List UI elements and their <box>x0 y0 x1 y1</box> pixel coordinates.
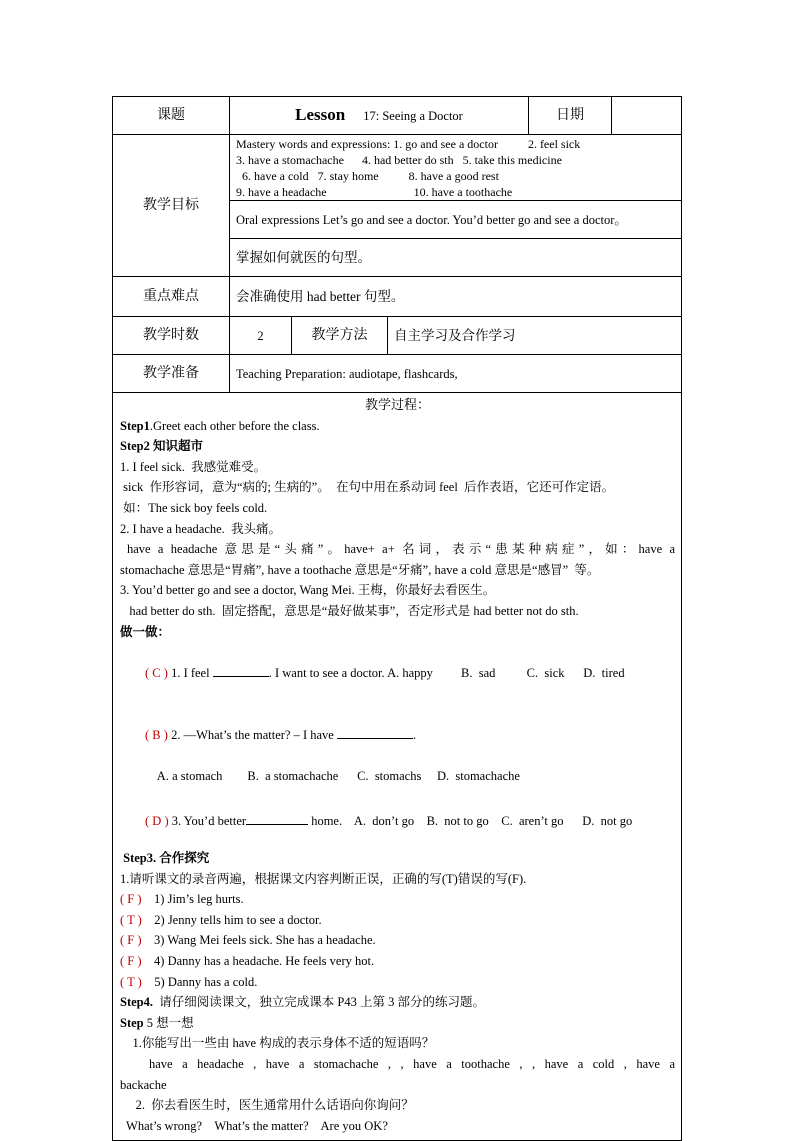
question-2-options: A. a stomach B. a stomachache C. stomachs D. stomachache <box>120 768 520 783</box>
step1-heading: Step1 <box>120 418 150 433</box>
objectives-words <box>230 135 682 201</box>
practice-heading: 做一做： <box>120 624 171 639</box>
question-1-options: . I want to see a doctor. A. happy B. sad C. sick D. tired <box>268 665 625 680</box>
hours-value: 2 <box>230 317 292 355</box>
tf-text: 1) Jim’s leg hurts. <box>154 892 244 907</box>
key-points-label: 重点难点 <box>113 277 230 317</box>
step1-text: .Greet each other before the class. <box>149 418 320 433</box>
knowledge-3-note: had better do sth. 固定搭配，意思是“最好做某事”，否定形式是 had better not do sth. <box>120 603 579 618</box>
step5 <box>120 1013 675 1034</box>
preparation-row <box>113 355 682 393</box>
tf-item: ( F ) 1) Jim’s leg hurts. <box>120 892 244 907</box>
tf-text: 5) Danny has a cold. <box>154 974 258 989</box>
question-1-stem: 1. I feel <box>167 665 213 680</box>
knowledge-2: 2. I have a headache. 我头痛。 <box>120 521 282 536</box>
date-value <box>612 97 682 135</box>
objective-line: 9. have a headache 10. have a toothache <box>236 185 513 199</box>
think-question-1: 1.你能写出一些由 have 构成的表示身体不适的短语吗？ <box>120 1036 435 1051</box>
think-answer-1: have a headache , have a stomachache , , have a toothache , , have a cold , have a <box>149 1057 676 1071</box>
question-2-end: . <box>412 727 417 742</box>
listening-task: 1.请听课文的录音两遍，根据课文内容判断正误，正确的写(T)错误的写(F). <box>120 871 527 886</box>
step4-heading: Step4. <box>120 995 153 1010</box>
answer-blank <box>246 812 308 825</box>
knowledge-3: 3. You’d better go and see a doctor, Wang Mei. 王梅，你最好去看医生。 <box>120 583 496 598</box>
question-1: ( C ) 1. I feel . I want to see a doctor. A. happy B. sad C. sick D. tired <box>145 665 625 680</box>
question-2-stem: 2. —What’s the matter? – I have <box>167 727 337 742</box>
step4 <box>120 992 675 1013</box>
answer-blank <box>213 664 269 677</box>
tf-answer: T <box>127 912 135 927</box>
tf-item: ( T ) 5) Danny has a cold. <box>120 974 258 989</box>
step2-heading: Step2 知识超市 <box>120 439 203 454</box>
tf-answer: T <box>127 974 135 989</box>
think-question-2: 2. 你去看医生时，医生通常用什么话语向你询问？ <box>120 1098 414 1113</box>
topic-label: 课题 <box>113 97 230 135</box>
question-3: ( D ) 3. You’d better home. A. don’t go B. not to go C. aren’t go D. not go <box>145 813 633 828</box>
knowledge-1-note: sick 作形容词，意为“病的; 生病的”。 在句中用在系动词 feel 后作表语，它还可作定语。 <box>120 480 615 495</box>
tf-item: ( F ) 3) Wang Mei feels sick. She has a headache. <box>120 933 376 948</box>
answer-blank <box>337 726 413 739</box>
tf-text: 3) Wang Mei feels sick. She has a headache. <box>154 933 376 948</box>
think-answer-1-cont: backache <box>120 1077 167 1092</box>
objectives-label: 教学目标 <box>113 135 230 277</box>
key-points-text: 会准确使用 had better 句型。 <box>230 277 682 317</box>
knowledge-2-note: have a headache 意思是“头痛”。have+ a+ 名词，表示“患某种病症”，如：have a <box>127 542 676 557</box>
tf-text: 4) Danny has a headache. He feels very hot. <box>154 954 375 969</box>
lesson-word: Lesson <box>295 105 346 124</box>
tf-answer: F <box>127 954 135 969</box>
method-label: 教学方法 <box>292 317 388 355</box>
think-answer-2: What’s wrong? What’s the matter? Are you OK? <box>120 1118 388 1133</box>
step1 <box>120 416 675 437</box>
process-row <box>113 393 682 1141</box>
step3-heading: Step3. 合作探究 <box>120 851 210 866</box>
key-points-row <box>113 277 682 317</box>
lesson-title: 17: Seeing a Doctor <box>363 109 463 123</box>
header-row <box>113 97 682 135</box>
lesson-title-cell <box>230 97 529 135</box>
objective-sentence: 掌握如何就医的句型。 <box>230 239 682 277</box>
lesson-plan-table <box>112 96 682 1141</box>
tf-item: ( F ) 4) Danny has a headache. He feels very hot. <box>120 954 375 969</box>
step4-text: 请仔细阅读课文，独立完成课本 P43 上第 3 部分的练习题。 <box>153 995 485 1010</box>
knowledge-1: 1. I feel sick. 我感觉难受。 <box>120 459 267 474</box>
oral-expressions: Oral expressions Let’s go and see a doctor. You’d better go and see a doctor。 <box>230 201 682 239</box>
method-text: 自主学习及合作学习 <box>388 317 682 355</box>
answer-2: B <box>152 727 161 742</box>
objective-line: Mastery words and expressions: 1. go and see a doctor 2. feel sick <box>236 137 581 151</box>
question-2: ( B ) 2. —What’s the matter? – I have . <box>145 727 417 742</box>
question-3-stem: 3. You’d better <box>168 813 247 828</box>
objective-line: 6. have a cold 7. stay home 8. have a good rest <box>236 169 499 183</box>
step5-text: 5 想一想 <box>146 1015 194 1030</box>
answer-3: D <box>152 813 162 828</box>
tf-text: 2) Jenny tells him to see a doctor. <box>154 912 322 927</box>
objective-line: 3. have a stomachache 4. had better do sth 5. take this medicine <box>236 153 562 167</box>
knowledge-1-example: 如：The sick boy feels cold. <box>120 500 268 515</box>
answer-1: C <box>152 665 161 680</box>
teaching-process <box>113 393 682 1141</box>
process-title: 教学过程： <box>365 397 431 412</box>
hours-row <box>113 317 682 355</box>
hours-label: 教学时数 <box>113 317 230 355</box>
objectives-row <box>113 135 682 201</box>
tf-answer: F <box>127 933 135 948</box>
knowledge-2-note-cont: stomachache 意思是“胃痛”, have a toothache 意思是“牙痛”, have a cold 意思是“感冒” 等。 <box>120 562 600 577</box>
step5-heading: Step <box>120 1015 147 1030</box>
preparation-label: 教学准备 <box>113 355 230 393</box>
preparation-text: Teaching Preparation: audiotape, flashcards, <box>230 355 682 393</box>
date-label: 日期 <box>529 97 612 135</box>
question-3-options: home. A. don’t go B. not to go C. aren’t go D. not go <box>308 813 633 828</box>
tf-item: ( T ) 2) Jenny tells him to see a doctor. <box>120 912 322 927</box>
tf-answer: F <box>127 892 135 907</box>
